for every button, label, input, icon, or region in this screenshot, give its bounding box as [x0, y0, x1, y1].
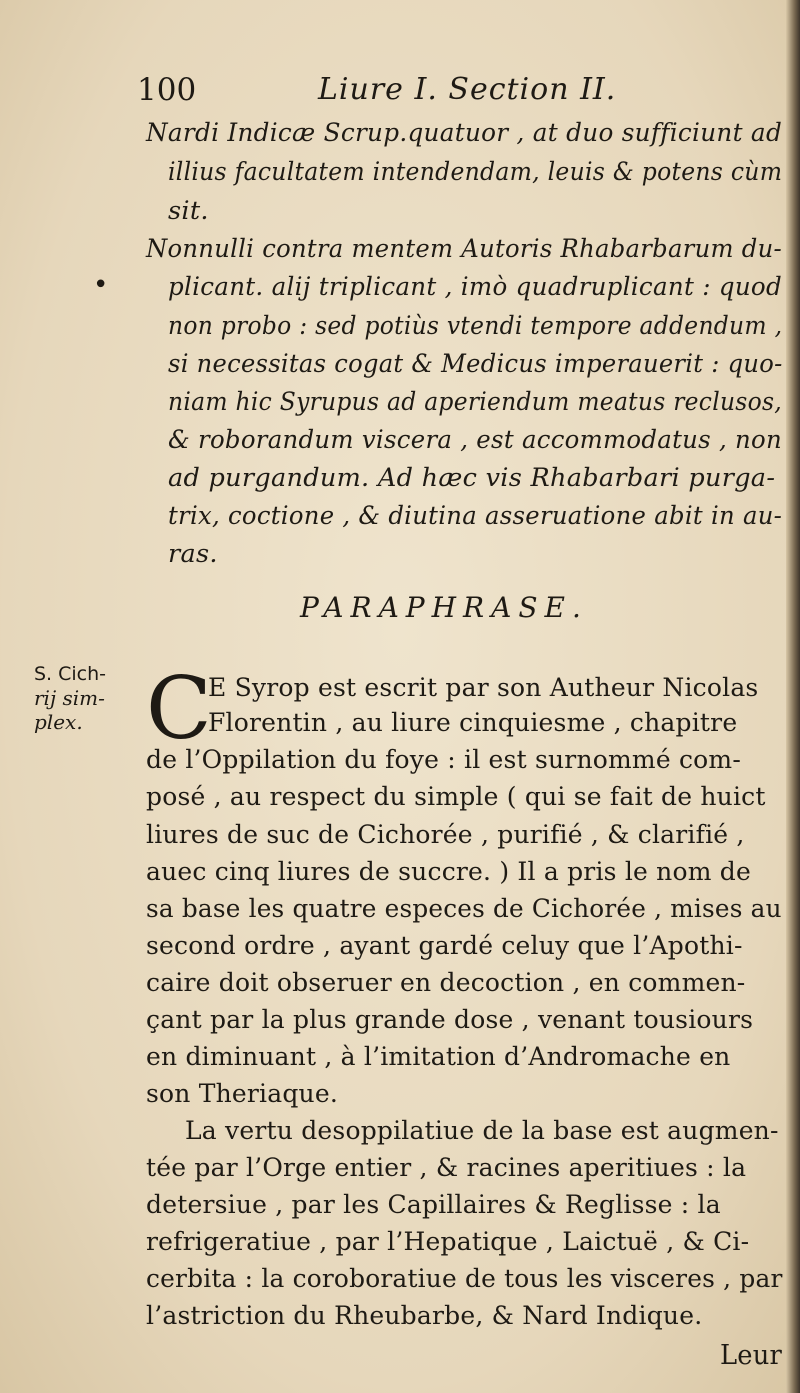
- page-number: 100: [137, 72, 197, 108]
- latin-line: si necessitas cogat & Medicus imperauerit : quo-: [168, 349, 783, 379]
- catchword: Leur: [720, 1340, 783, 1371]
- paraphrase-line: La vertu desoppilatiue de la base est augmen-: [185, 1116, 779, 1145]
- latin-line: trix, coctione , & diutina asseruatione abit in au-: [168, 501, 783, 531]
- paraphrase-line: caire doit obseruer en decoction , en commen-: [146, 968, 746, 997]
- paraphrase-line: tée par l’Orge entier , & racines aperitiues : la: [146, 1153, 747, 1182]
- latin-line: niam hic Syrupus ad aperiendum meatus reclusos,: [168, 387, 782, 417]
- paraphrase-line: de l’Oppilation du foye : il est surnommé com-: [146, 745, 741, 774]
- latin-line: non probo : sed potiùs vtendi tempore addendum ,: [168, 311, 783, 341]
- latin-line: Nardi Indicæ Scrup.quatuor , at duo sufficiunt ad: [146, 118, 783, 148]
- margin-note-line: S. Cich-: [34, 663, 107, 685]
- paraphrase-line: sa base les quatre especes de Cichorée , mises au: [146, 894, 782, 923]
- paraphrase-line: son Theriaque.: [146, 1079, 338, 1108]
- paraphrase-line: E Syrop est escrit par son Autheur Nicolas: [208, 673, 759, 702]
- paraphrase-line: Florentin , au liure cinquiesme , chapitre: [208, 708, 738, 737]
- latin-line: ras.: [168, 539, 218, 569]
- paraphrase-line: liures de suc de Cichorée , purifié , & clarifié ,: [146, 820, 745, 849]
- paraphrase-line: en diminuant , à l’imitation d’Andromache en: [146, 1042, 731, 1071]
- paraphrase-line: çant par la plus grande dose , venant tousiours: [146, 1005, 754, 1034]
- latin-line: sit.: [168, 196, 209, 226]
- latin-line: Nonnulli contra mentem Autoris Rhabarbarum du-: [146, 234, 782, 264]
- section-heading: PARAPHRASE.: [300, 591, 588, 624]
- page-edge-shadow: [786, 0, 800, 1393]
- drop-cap: C: [146, 659, 212, 759]
- latin-line: ad purgandum. Ad hæc vis Rhabarbari purga-: [168, 463, 776, 493]
- paraphrase-line: l’astriction du Rheubarbe, & Nard Indique.: [146, 1301, 703, 1330]
- paraphrase-line: detersiue , par les Capillaires & Reglisse : la: [146, 1190, 721, 1219]
- running-title: Liure I. Section II.: [318, 72, 617, 107]
- latin-line: illius facultatem intendendam, leuis & potens cùm: [168, 157, 783, 187]
- paraphrase-line: posé , au respect du simple ( qui se fait de huict: [146, 782, 766, 811]
- paraphrase-line: cerbita : la coroboratiue de tous les visceres , par: [146, 1264, 783, 1293]
- paraphrase-line: refrigeratiue , par l’Hepatique , Laictuë , & Ci-: [146, 1227, 750, 1256]
- paraphrase-line: second ordre , ayant gardé celuy que l’Apothi-: [146, 931, 743, 960]
- latin-line: plicant. alij triplicant , imò quadruplicant : quod: [168, 272, 782, 302]
- margin-note: [34, 662, 106, 734]
- paraphrase-line: auec cinq liures de succre. ) Il a pris le nom de: [146, 857, 751, 886]
- margin-note-line: plex.: [34, 710, 83, 734]
- latin-line: & roborandum viscera , est accommodatus , non: [168, 425, 783, 455]
- margin-note-line: rij sim-: [34, 686, 105, 710]
- margin-mark: •: [93, 270, 109, 300]
